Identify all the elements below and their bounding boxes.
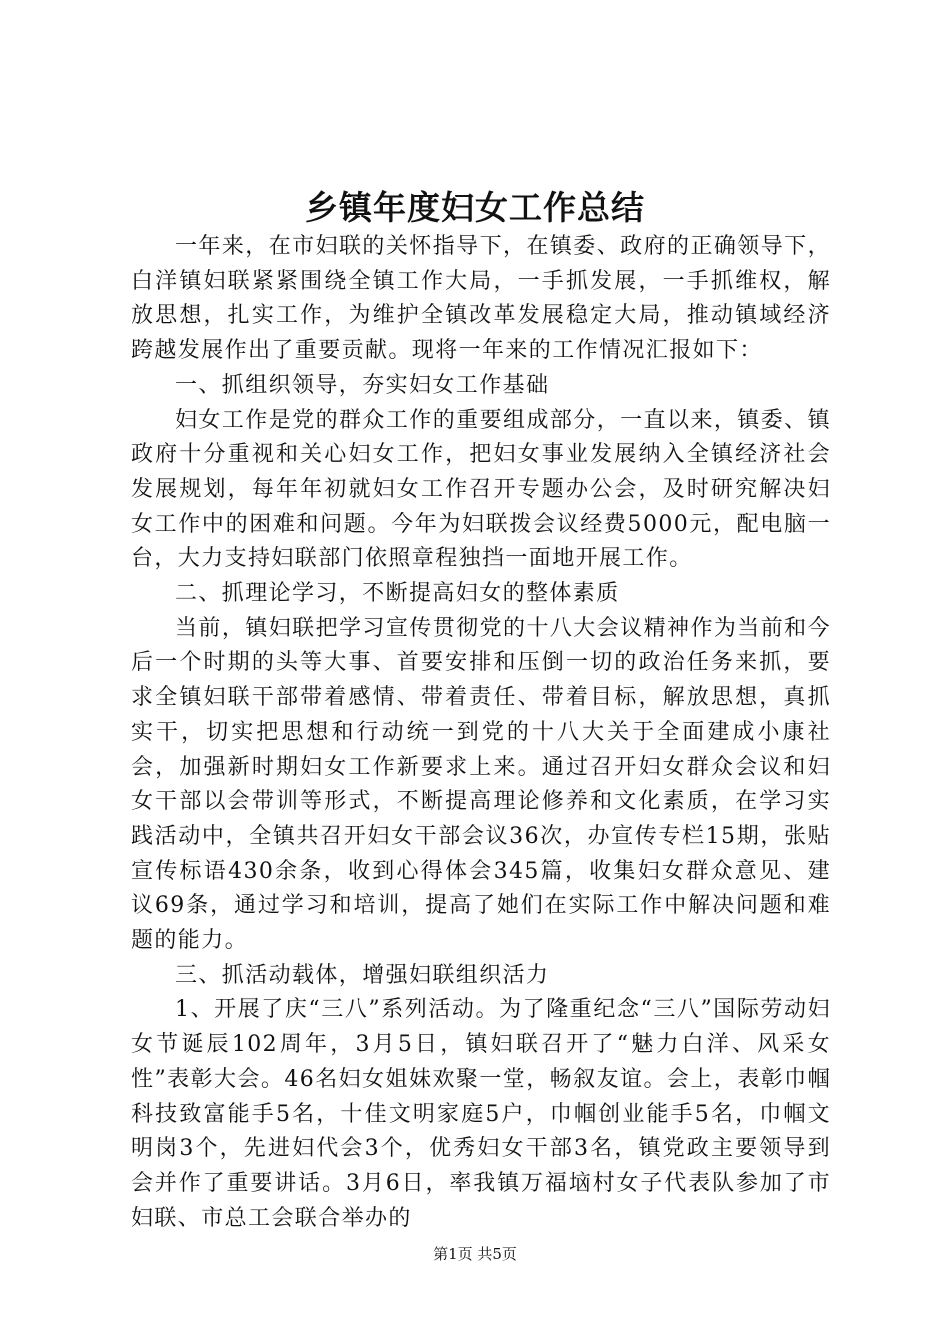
page-number-footer: 第1页 共5页 [433, 1245, 517, 1263]
intro-paragraph: 一年来，在市妇联的关怀指导下，在镇委、政府的正确领导下，白洋镇妇联紧紧围绕全镇工作大局，一手抓发展，一手抓维权，解放思想，扎实工作，为维护全镇改革发展稳定大局，推动镇域经济跨越发展作出了重要贡献。现将一年来的工作情况汇报如下： [131, 234, 831, 364]
section-3-paragraph: 1、开展了庆“三八”系列活动。为了隆重纪念“三八”国际劳动妇女节诞辰102周年，3月5日，镇妇联召开了“魅力白洋、风采女性”表彰大会。46名妇女姐妹欢聚一堂，畅叙友谊。会上，表彰巾帼科技致富能手5名，十佳文明家庭5户，巾帼创业能手5名，巾帼文明岗3个，先进妇代会3个，优秀妇女干部3名，镇党政主要领导到会并作了重要讲话。3月6日，率我镇万福垴村女子代表队参加了市妇联、市总工会联合举办的 [131, 997, 831, 1231]
document-body [131, 230, 831, 1236]
section-heading-2: 二、抓理论学习，不断提高妇女的整体素质 [175, 581, 620, 607]
section-1-paragraph: 妇女工作是党的群众工作的重要组成部分，一直以来，镇委、镇政府十分重视和关心妇女工作，把妇女事业发展纳入全镇经济社会发展规划，每年年初就妇女工作召开专题办公会，及时研究解决妇女工作中的困难和问题。今年为妇联拨会议经费5000元，配电脑一台，大力支持妇联部门依照章程独挡一面地开展工作。 [131, 407, 831, 572]
document-title: 乡镇年度妇女工作总结 [305, 188, 645, 227]
section-heading-3: 三、抓活动载体，增强妇联组织活力 [175, 962, 550, 988]
section-heading-1: 一、抓组织领导，夯实妇女工作基础 [175, 372, 550, 398]
section-2-paragraph: 当前，镇妇联把学习宣传贯彻党的十八大会议精神作为当前和今后一个时期的头等大事、首要安排和压倒一切的政治任务来抓，要求全镇妇联干部带着感情、带着责任、带着目标，解放思想，真抓实干，切实把思想和行动统一到党的十八大关于全面建成小康社会，加强新时期妇女工作新要求上来。通过召开妇女群众会议和妇女干部以会带训等形式，不断提高理论修养和文化素质，在学习实践活动中，全镇共召开妇女干部会议36次，办宣传专栏15期，张贴宣传标语430余条，收到心得体会345篇，收集妇女群众意见、建议69条，通过学习和培训，提高了她们在实际工作中解决问题和难题的能力。 [131, 615, 831, 954]
